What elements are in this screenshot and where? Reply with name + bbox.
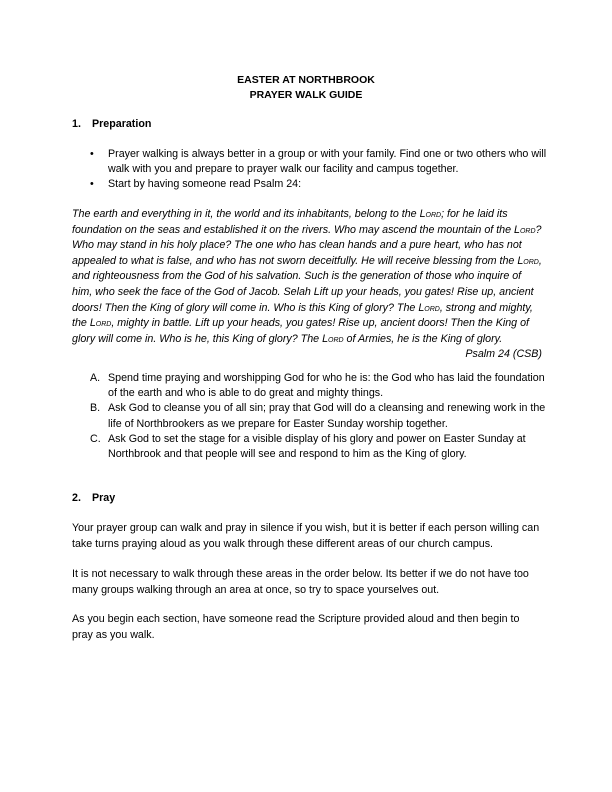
section-number: 1. xyxy=(72,118,81,130)
step-text: Spend time praying and worshipping God for who he is: the God who has laid the foundation of the earth and who is able to do great and mighty things. xyxy=(108,372,545,400)
section-heading-pray xyxy=(72,492,115,504)
lord-small-caps: Lord xyxy=(322,332,344,345)
lord-small-caps: Lord xyxy=(514,223,536,236)
list-item xyxy=(90,371,550,401)
step-letter: C. xyxy=(90,432,101,445)
bullet-icon: • xyxy=(90,148,94,160)
section-heading-preparation xyxy=(72,118,151,130)
step-letter: A. xyxy=(90,372,101,384)
section-title: Pray xyxy=(92,492,116,504)
psalm-text: The earth and everything in it, the world and its inhabitants, belong to the xyxy=(72,208,420,220)
pray-paragraph: As you begin each section, have someone read the Scripture provided aloud and then begin to pray as you walk. xyxy=(72,613,520,641)
section-number: 2. xyxy=(72,492,81,504)
bullet-icon: • xyxy=(90,178,94,190)
psalm-text: ; for he laid its foundation on the seas and established it on the rivers. Who may ascend the mountain of the xyxy=(72,208,515,236)
lord-small-caps: Lord xyxy=(418,301,440,314)
pray-paragraph: It is not necessary to walk through these areas in the order below. Its better if we do not have too many groups walking through an area at once, so try to space yourselves out. xyxy=(72,568,529,596)
preparation-step-list xyxy=(90,371,550,462)
preparation-bullet-list xyxy=(90,147,560,192)
psalm-text: ? Who may stand in his holy place? The one who has clean hands and a pure heart, who has not appealed to what is false, and who has not sworn deceitfully. He will receive blessing from the xyxy=(72,223,542,267)
document-title-line1: EASTER AT NORTHBROOK xyxy=(237,74,375,86)
psalm-reference: Psalm 24 (CSB) xyxy=(465,348,542,361)
pray-paragraph: Your prayer group can walk and pray in silence if you wish, but it is better if each person willing can take turns praying aloud as you walk through these different areas of our church campus. xyxy=(72,522,540,550)
list-item xyxy=(90,432,550,462)
list-item xyxy=(90,147,560,177)
bullet-text: Prayer walking is always better in a group or with your family. Find one or two others who will walk with you and prepare to prayer walk our facility and campus together. xyxy=(108,148,547,175)
lord-small-caps: Lord xyxy=(419,208,442,220)
psalm-24-passage xyxy=(72,207,542,363)
step-text: Ask God to set the stage for a visible display of his glory and power on Easter Sunday at Northbrook and that people will see and respond to him as the King of glory. xyxy=(108,432,526,461)
psalm-text: of Armies, he is the King of glory. xyxy=(343,332,503,345)
list-item xyxy=(90,401,550,431)
lord-small-caps: Lord xyxy=(517,254,539,267)
list-item xyxy=(90,177,560,192)
step-letter: B. xyxy=(90,402,101,415)
bullet-text: Start by having someone read Psalm 24: xyxy=(108,178,302,190)
document-title-line2: PRAYER WALK GUIDE xyxy=(249,89,363,101)
psalm-text: , strong and mighty, the xyxy=(72,301,533,330)
step-text: Ask God to cleanse you of all sin; pray that God will do a cleansing and renewing work in the life of Northbrookers as we prepare for Easter Sunday worship together. xyxy=(108,402,546,430)
lord-small-caps: Lord xyxy=(89,317,112,330)
section-title: Preparation xyxy=(92,118,152,130)
psalm-text: , mighty in battle. Lift up your heads, you gates! Rise up, ancient doors! Then the King of glory will come in. Who is he, this King of glory? The xyxy=(72,317,529,345)
psalm-text: , and righteousness from the God of his salvation. Such is the generation of those who inquire of him, who seek the face of the God of Jacob. Selah Lift up your heads, you gates! Rise up, ancient doors! Then the King of glory will come in. Who is this King of glory? The xyxy=(72,254,542,314)
